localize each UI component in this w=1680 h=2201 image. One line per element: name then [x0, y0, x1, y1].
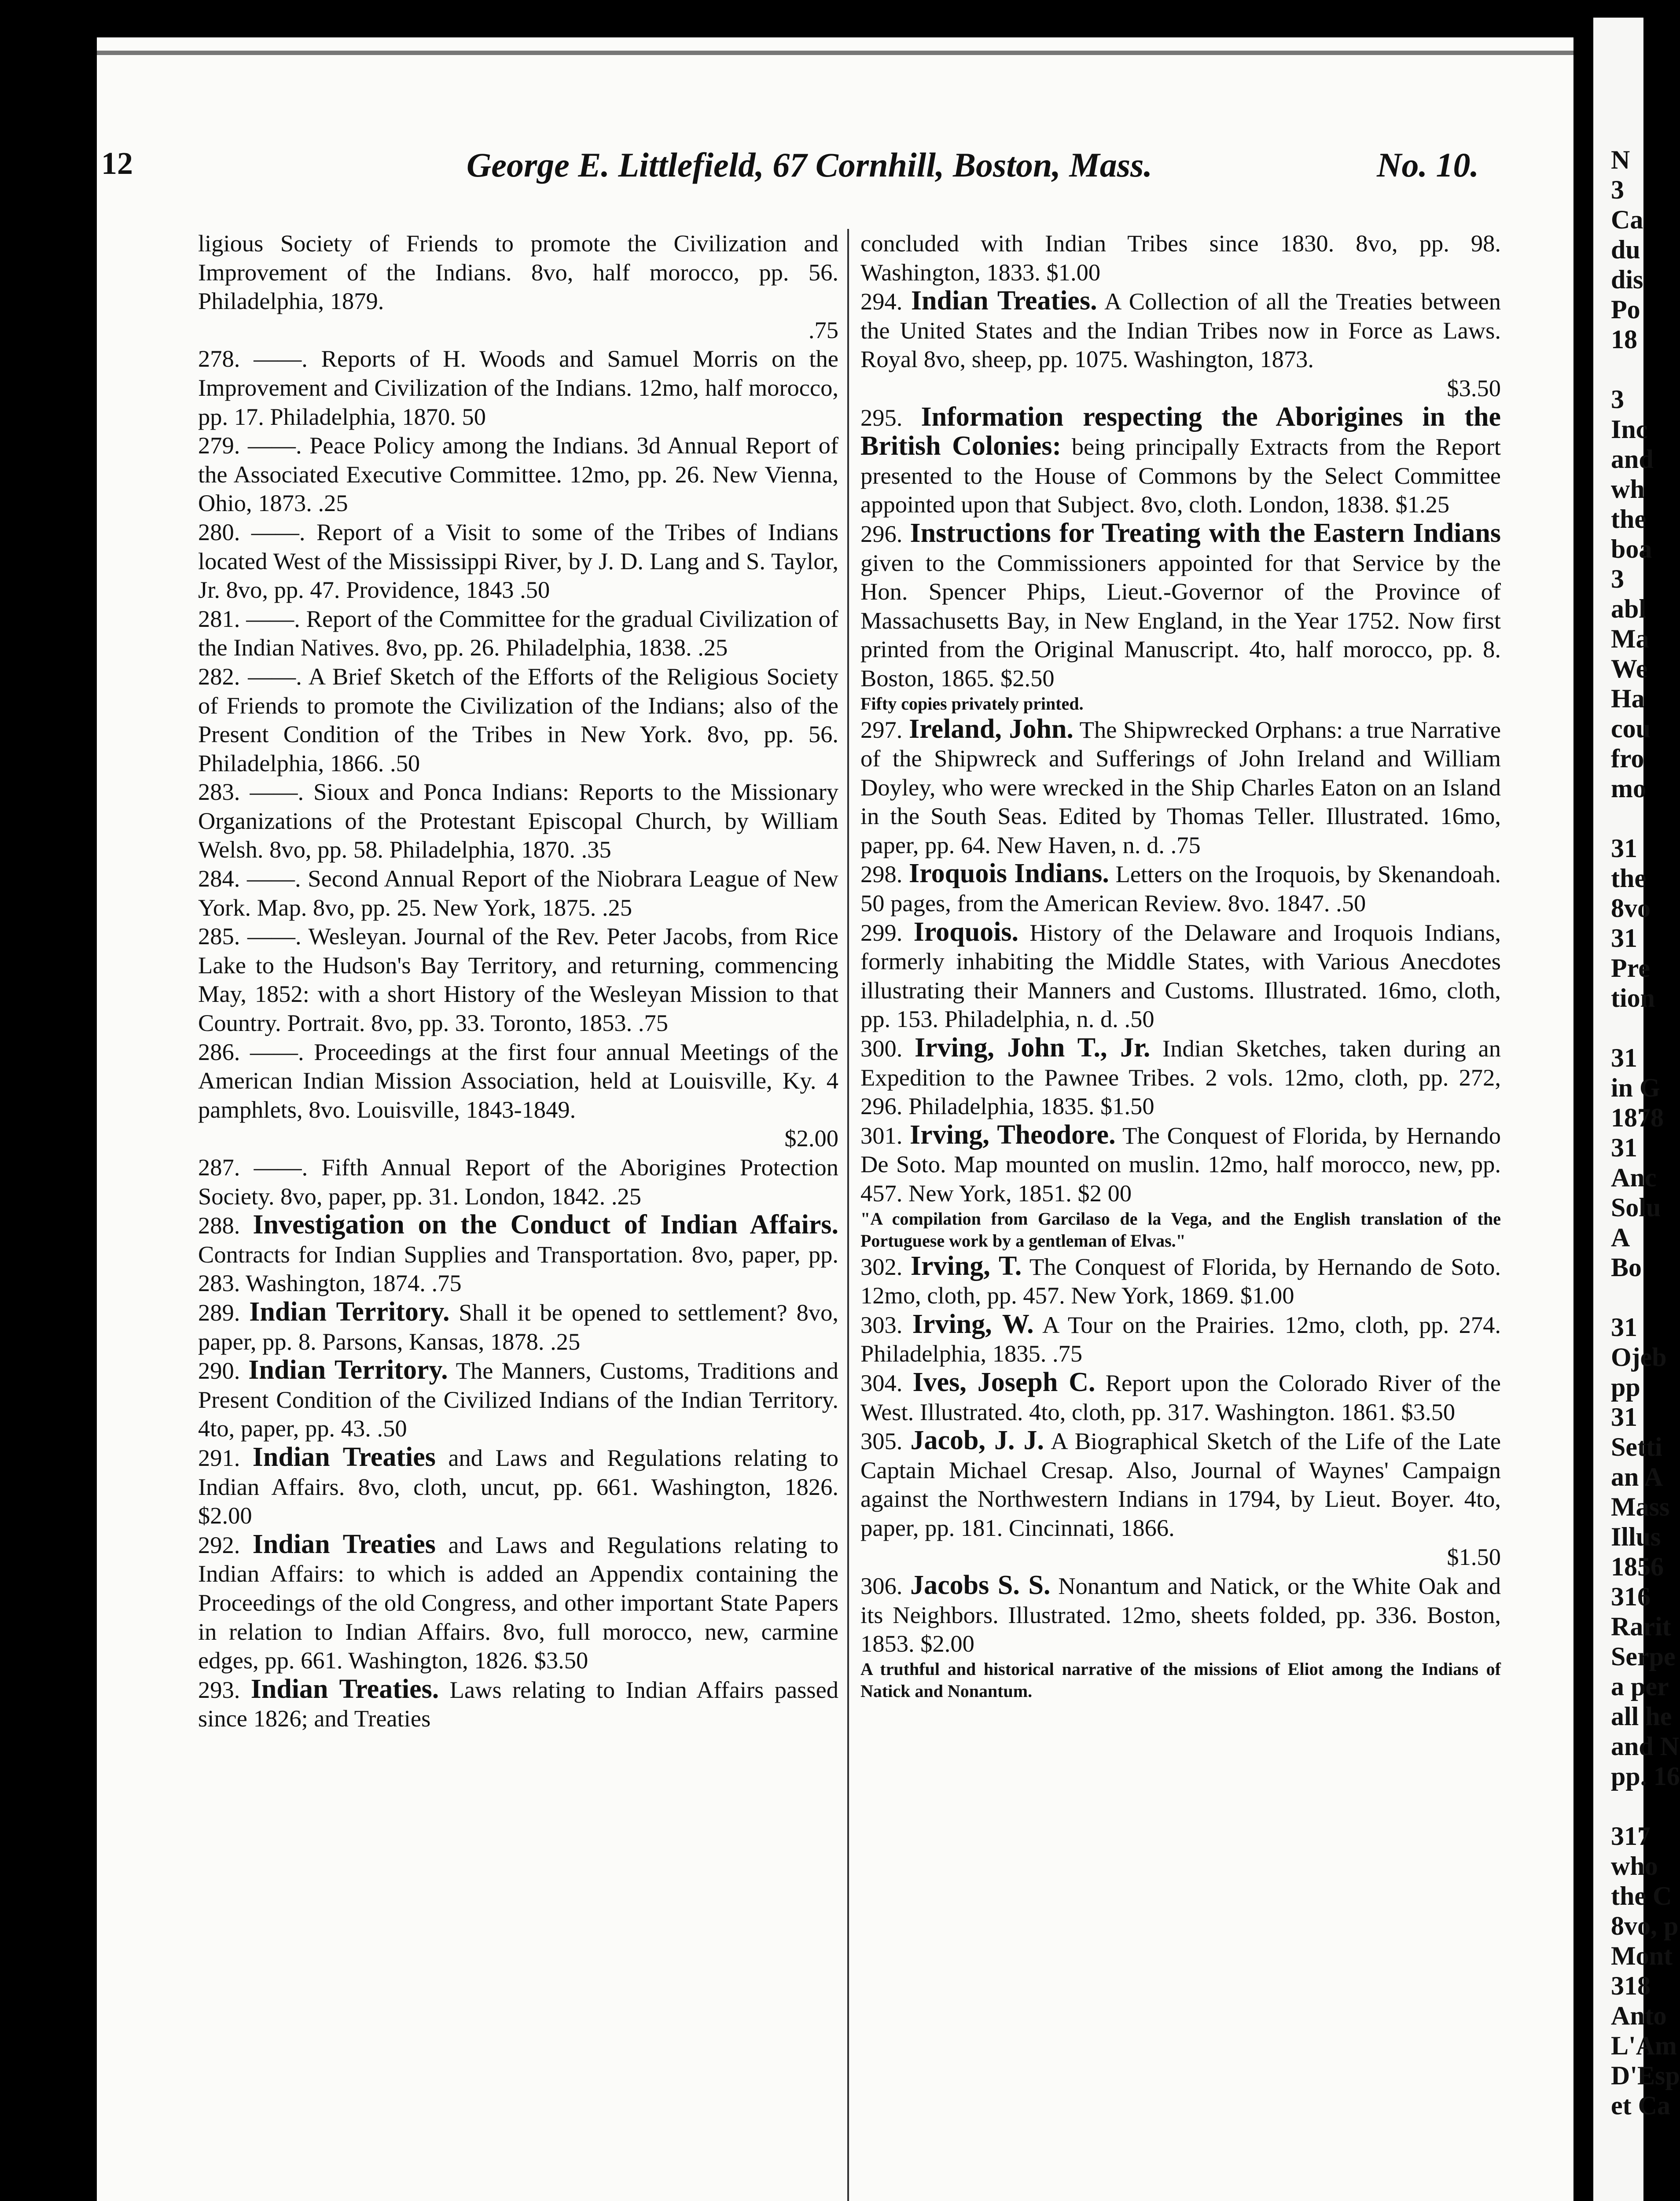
right-column [860, 229, 1501, 1702]
catalogue-entry [860, 519, 1501, 693]
entry-text: and Laws and Regulations relating to Indian Affairs: to which is added an Appendix containing the Proceedings of the old Congress, and other important State Papers in relation to Indian Affairs. 8vo, full morocco, new, carmine edges, pp. 661. Washington, 1826. $3.50 [198, 1531, 839, 1674]
catalogue-entry [860, 1426, 1501, 1571]
next-page-fragment: 31 [1611, 1313, 1637, 1342]
entry-text: concluded with Indian Tribes since 1830. 8vo, pp. 98. Washington, 1833. $1.00 [860, 230, 1501, 286]
next-page-fragment: et Ca [1611, 2091, 1670, 2120]
next-page-fragment: boa [1611, 534, 1652, 563]
entry-text: Nonantum and Natick, or the White Oak and its Neighbors. Illustrated. 12mo, sheets folded, pp. 336. Boston, 1853. $2.00 [860, 1572, 1501, 1657]
entry-number: 302. [860, 1253, 911, 1280]
entry-heading: Irving, W. [912, 1309, 1034, 1339]
entry-heading: Instructions for Treating with the Eastern Indians [910, 518, 1501, 548]
entry-text: ligious Society of Friends to promote the Civilization and Improvement of the Indians. 8vo, half morocco, pp. 56. Philadelphia, 1879. [198, 230, 838, 315]
next-page-fragment: dis [1611, 265, 1643, 294]
next-page-fragment: 3 [1611, 385, 1624, 414]
catalogue-entry [198, 662, 838, 777]
next-page-fragment: 3 [1611, 175, 1624, 204]
next-page-fragment: 318 [1611, 1971, 1651, 2000]
next-page-fragment: 31 [1611, 924, 1637, 953]
entry-note: Fifty copies privately printed. [860, 693, 1084, 714]
entry-text: 279. ——. Peace Policy among the Indians. 3d Annual Report of the Associated Executive Committee. 12mo, pp. 26. New Vienna, Ohio, 1873. .25 [198, 432, 838, 517]
next-page-fragment: and [1611, 445, 1654, 474]
catalogue-entry [198, 604, 838, 662]
catalogue-entry [860, 859, 1501, 917]
next-page-fragment: a per [1611, 1672, 1669, 1701]
next-page-fragment: 316 [1611, 1582, 1651, 1611]
next-page-fragment: 31 [1611, 834, 1637, 863]
next-page-fragment: the [1611, 864, 1646, 893]
left-column [198, 229, 838, 1733]
next-page-fragment: wh [1611, 475, 1645, 504]
entry-note: A truthful and historical narrative of the missions of Eliot among the Indians of Natick and Nonantum. [860, 1659, 1501, 1701]
entry-text: The Conquest of Florida, by Hernando De Soto. Map mounted on muslin. 12mo, half morocco, new, pp. 457. New York, 1851. $2 00 [860, 1122, 1501, 1207]
catalogue-number: No. 10. [1377, 146, 1479, 184]
next-page-fragment: abl [1611, 594, 1647, 623]
entry-note: "A compilation from Garcilaso de la Vega, and the English translation of the Portuguese work by a gentleman of Elvas." [860, 1208, 1501, 1251]
next-page-fragment: in G [1611, 1073, 1660, 1102]
catalogue-entry [198, 1356, 838, 1443]
catalogue-entry [860, 403, 1501, 519]
catalogue-entry [860, 715, 1501, 860]
entry-number: 295. [860, 404, 921, 431]
next-page-fragment: 31 [1611, 1402, 1637, 1432]
page-number: 12 [101, 146, 133, 181]
entry-text: 280. ——. Report of a Visit to some of the Tribes of Indians located West of the Mississippi River, by J. D. Lang and S. Taylor, Jr. 8vo, pp. 47. Providence, 1843 .50 [198, 518, 838, 604]
entry-heading: Indian Treaties. [911, 286, 1097, 316]
catalogue-entry [198, 229, 838, 344]
next-page-fragment: Anc [1611, 1163, 1657, 1192]
entry-heading: Ireland, John. [909, 714, 1073, 744]
entry-number: 301. [860, 1122, 910, 1149]
next-page-fragment: who [1611, 1851, 1658, 1881]
next-page-fragment: D'Esp [1611, 2061, 1680, 2090]
entry-text: 285. ——. Wesleyan. Journal of the Rev. Peter Jacobs, from Rice Lake to the Hudson's Bay Territory, and returning, commencing May, 1852: with a short History of the Wesleyan Mission to that Country. Portrait. 8vo, pp. 33. Toronto, 1853. .75 [198, 923, 838, 1037]
next-page-fragment: pp [1611, 1373, 1640, 1402]
catalogue-entry [198, 1675, 838, 1733]
entry-heading: Irving, Theodore. [910, 1119, 1116, 1150]
next-page-fragment: du [1611, 235, 1640, 264]
entry-number: 289. [198, 1299, 250, 1326]
running-header [101, 145, 1479, 194]
entry-text: and Laws and Regulations relating to Indian Affairs. 8vo, cloth, uncut, pp. 661. Washington, 1826. $2.00 [198, 1444, 839, 1529]
next-page-fragment: mo [1611, 774, 1646, 803]
column-divider [847, 229, 849, 2201]
entry-text: Shall it be opened to settlement? 8vo, paper, pp. 8. Parsons, Kansas, 1878. .25 [198, 1299, 838, 1355]
catalogue-entry [198, 777, 838, 864]
catalogue-entry [860, 1121, 1501, 1208]
catalogue-entry [198, 1211, 838, 1298]
next-page-fragment: all he [1611, 1702, 1672, 1731]
entry-price: $1.50 [1447, 1543, 1501, 1570]
catalogue-entry [860, 1571, 1501, 1658]
entry-heading: Investigation on the Conduct of Indian Affairs. [253, 1210, 839, 1240]
catalogue-entry [860, 1310, 1501, 1368]
entry-number: 296. [860, 520, 910, 547]
entry-heading: Ives, Joseph C. [912, 1367, 1095, 1397]
entry-heading: Jacobs S. S. [910, 1570, 1051, 1601]
entry-heading: Iroquois Indians. [909, 858, 1109, 889]
entry-heading: Indian Territory. [249, 1296, 450, 1327]
entry-number: 299. [860, 919, 914, 946]
publisher-line: George E. Littlefield, 67 Cornhill, Boston, Mass. [467, 146, 1152, 184]
entry-heading: Iroquois. [913, 916, 1019, 947]
catalogue-entry [198, 922, 838, 1037]
entry-number: 304. [860, 1369, 913, 1396]
next-page-fragment: Ojeb [1611, 1343, 1667, 1372]
next-page-fragment: and N [1611, 1732, 1680, 1761]
entry-text: The Shipwrecked Orphans: a true Narrative of the Shipwreck and Sufferings of John Ireland and William Doyley, who were wrecked in the Ship Charles Eaton on an Island in the South Seas. Edited by Thomas Teller. Illustrated. 16mo, paper, pp. 64. New Haven, n. d. .75 [860, 716, 1501, 858]
entry-text: History of the Delaware and Iroquois Indians, formerly inhabiting the Middle States, with Various Anecdotes illustrating their Manners and Customs. Illustrated. 16mo, cloth, pp. 153. Philadelphia, n. d. .50 [860, 919, 1501, 1033]
next-page-fragment: Anto [1611, 2001, 1667, 2030]
next-page-fragment: Po [1611, 295, 1640, 324]
entry-text: given to the Commissioners appointed for that Service by the Hon. Spencer Phips, Lieut.-Governor of the Province of Massachusetts Bay, in New England, in the Year 1752. Now first printed from the Original Manuscript. 4to, half morocco, pp. 8. Boston, 1865. $2.50 [860, 549, 1501, 692]
entry-text: 286. ——. Proceedings at the first four annual Meetings of the American Indian Mission Association, held at Louisville, Ky. 4 pamphlets, 8vo. Louisville, 1843-1849. [198, 1038, 838, 1123]
entry-number: 305. [860, 1428, 911, 1455]
entry-text: Indian Sketches, taken during an Expedition to the Pawnee Tribes. 2 vols. 12mo, cloth, pp. 272, 296. Philadelphia, 1835. $1.50 [860, 1035, 1501, 1120]
catalogue-entry [860, 229, 1501, 287]
entry-number: 300. [860, 1035, 915, 1062]
next-page-fragment: Ca [1611, 205, 1643, 234]
entry-text: Laws relating to Indian Affairs passed since 1826; and Treaties [198, 1676, 839, 1732]
next-page-fragment: 317 [1611, 1822, 1651, 1851]
next-page-fragment: Serpe [1611, 1642, 1676, 1671]
catalogue-entry [198, 1443, 838, 1530]
next-page-fragment: fro [1611, 744, 1644, 773]
catalogue-entry [860, 1368, 1501, 1426]
next-page-fragment: Illus [1611, 1522, 1661, 1551]
entry-heading: Irving, John T., Jr. [915, 1033, 1151, 1063]
catalogue-entry [198, 1153, 838, 1211]
catalogue-entry [198, 864, 838, 922]
next-page-fragment: Mass [1611, 1492, 1670, 1521]
catalogue-entry [860, 1034, 1501, 1121]
catalogue-entry [198, 1038, 838, 1153]
next-page-fragment: Setti [1611, 1432, 1662, 1461]
entry-number: 303. [860, 1311, 912, 1338]
entry-heading: Indian Territory. [248, 1355, 448, 1385]
entry-number: 294. [860, 288, 911, 315]
entry-text: The Manners, Customs, Traditions and Present Condition of the Civilized Indians of the Indian Territory. 4to, paper, pp. 43. .50 [198, 1357, 838, 1442]
entry-heading: Jacob, J. J. [910, 1425, 1044, 1456]
next-page-fragment: tion [1611, 983, 1655, 1012]
catalogue-entry [198, 344, 838, 431]
entry-heading: Information respecting the Aborigines in the British Colonies: [860, 401, 1501, 461]
entry-text: 287. ——. Fifth Annual Report of the Aborigines Protection Society. 8vo, paper, pp. 31. London, 1842. .25 [198, 1154, 838, 1210]
entry-text: Letters on the Iroquois, by Skenandoah. 50 pages, from the American Review. 8vo. 1847. .50 [860, 861, 1501, 917]
next-page-fragment: the [1611, 504, 1646, 534]
entry-text: 283. ——. Sioux and Ponca Indians: Reports to the Missionary Organizations of the Protestant Episcopal Church, by William Welsh. 8vo, pp. 58. Philadelphia, 1870. .35 [198, 778, 838, 863]
entry-number: 291. [198, 1444, 253, 1471]
entry-text: A Tour on the Prairies. 12mo, cloth, pp. 274. Philadelphia, 1835. .75 [860, 1311, 1501, 1367]
next-page-fragment: 3 [1611, 564, 1624, 593]
entry-number: 293. [198, 1676, 251, 1703]
next-page-fragment: 18 [1611, 325, 1637, 354]
entry-number: 306. [860, 1572, 911, 1600]
entry-price: .75 [808, 316, 838, 343]
entry-heading: Indian Treaties. [250, 1674, 439, 1704]
next-page-strip [1593, 18, 1680, 2201]
entry-number: 297. [860, 716, 909, 743]
entry-text: Report upon the Colorado River of the West. Illustrated. 4to, cloth, pp. 317. Washington. 1861. $3.50 [860, 1369, 1501, 1425]
entry-text: 284. ——. Second Annual Report of the Niobrara League of New York. Map. 8vo, pp. 25. New York, 1875. .25 [198, 865, 838, 921]
entry-text: being principally Extracts from the Report presented to the House of Commons by the Select Committee appointed upon that Subject. 8vo, cloth. London, 1838. $1.25 [860, 433, 1501, 518]
catalogue-entry [860, 1252, 1501, 1310]
entry-heading: Irving, T. [910, 1251, 1022, 1281]
next-page-fragment: an A [1611, 1462, 1663, 1491]
next-page-fragment: 31 [1611, 1043, 1637, 1072]
next-page-fragment: N [1611, 145, 1630, 174]
next-page-fragment: Pre [1611, 953, 1650, 983]
entry-text: 281. ——. Report of the Committee for the gradual Civilization of the Indian Natives. 8vo, pp. 26. Philadelphia, 1838. .25 [198, 605, 838, 661]
next-page-fragment: Ha [1611, 684, 1645, 713]
next-page-fragment: Mont [1611, 1941, 1673, 1970]
next-page-fragment: the C [1611, 1881, 1672, 1910]
entry-price: $2.00 [784, 1125, 838, 1152]
catalogue-entry [860, 918, 1501, 1034]
next-page-fragment: 1878 [1611, 1103, 1664, 1132]
entry-heading: Indian Treaties [252, 1529, 436, 1559]
next-page-fragment: Bo [1611, 1253, 1642, 1282]
next-page-fragment: pp. 16 [1611, 1762, 1680, 1791]
entry-text: 278. ——. Reports of H. Woods and Samuel Morris on the Improvement and Civilization of the Indians. 12mo, half morocco, pp. 17. Philadelphia, 1870. 50 [198, 345, 838, 430]
entry-price: $3.50 [1447, 374, 1501, 401]
catalogue-entry [198, 1298, 838, 1356]
next-page-fragment: We [1611, 654, 1648, 683]
next-page-fragment: 8vo, p [1611, 1911, 1679, 1940]
next-page-fragment: Inc [1611, 415, 1648, 444]
top-edge [97, 51, 1573, 55]
entry-text: 282. ——. A Brief Sketch of the Efforts of the Religious Society of Friends to promote the Civilization of the Indians; also of the Present Condition of the Tribes in New York. 8vo, pp. 56. Philadelphia, 1866. .50 [198, 663, 838, 777]
catalogue-entry [198, 431, 838, 518]
next-page-fragment: 31 [1611, 1133, 1637, 1162]
next-page-fragment: Rarit [1611, 1612, 1671, 1641]
catalogue-entry [198, 518, 838, 604]
entry-number: 288. [198, 1212, 253, 1239]
next-page-fragment: Solu [1611, 1193, 1661, 1222]
entry-text: The Conquest of Florida, by Hernando de Soto. 12mo, cloth, pp. 457. New York, 1869. $1.00 [860, 1253, 1501, 1309]
next-page-fragment: 1856 [1611, 1552, 1664, 1581]
next-page-fragment: A [1611, 1223, 1630, 1252]
entry-number: 290. [198, 1357, 249, 1384]
entry-heading: Indian Treaties [252, 1442, 436, 1472]
entry-number: 298. [860, 861, 909, 888]
entry-text: A Collection of all the Treaties between the United States and the Indian Tribes now in Force as Laws. Royal 8vo, sheep, pp. 1075. Washington, 1873. [860, 288, 1501, 373]
next-page-fragment: Ma [1611, 624, 1649, 653]
entry-text: Contracts for Indian Supplies and Transportation. 8vo, paper, pp. 283. Washington, 1874. .75 [198, 1240, 838, 1297]
catalogue-entry [860, 287, 1501, 402]
next-page-fragment: 8vo [1611, 894, 1651, 923]
catalogue-entry [198, 1530, 838, 1675]
entry-number: 292. [198, 1531, 253, 1558]
next-page-fragment: cou [1611, 714, 1651, 743]
next-page-fragment: L'Am [1611, 2031, 1677, 2060]
entry-text: A Biographical Sketch of the Life of the Late Captain Michael Cresap. Also, Journal of Waynes' Campaign against the Northwestern Indians in 1794, by Lieut. Boyer. 4to, paper, pp. 181. Cincinnati, 1866. [860, 1428, 1501, 1541]
